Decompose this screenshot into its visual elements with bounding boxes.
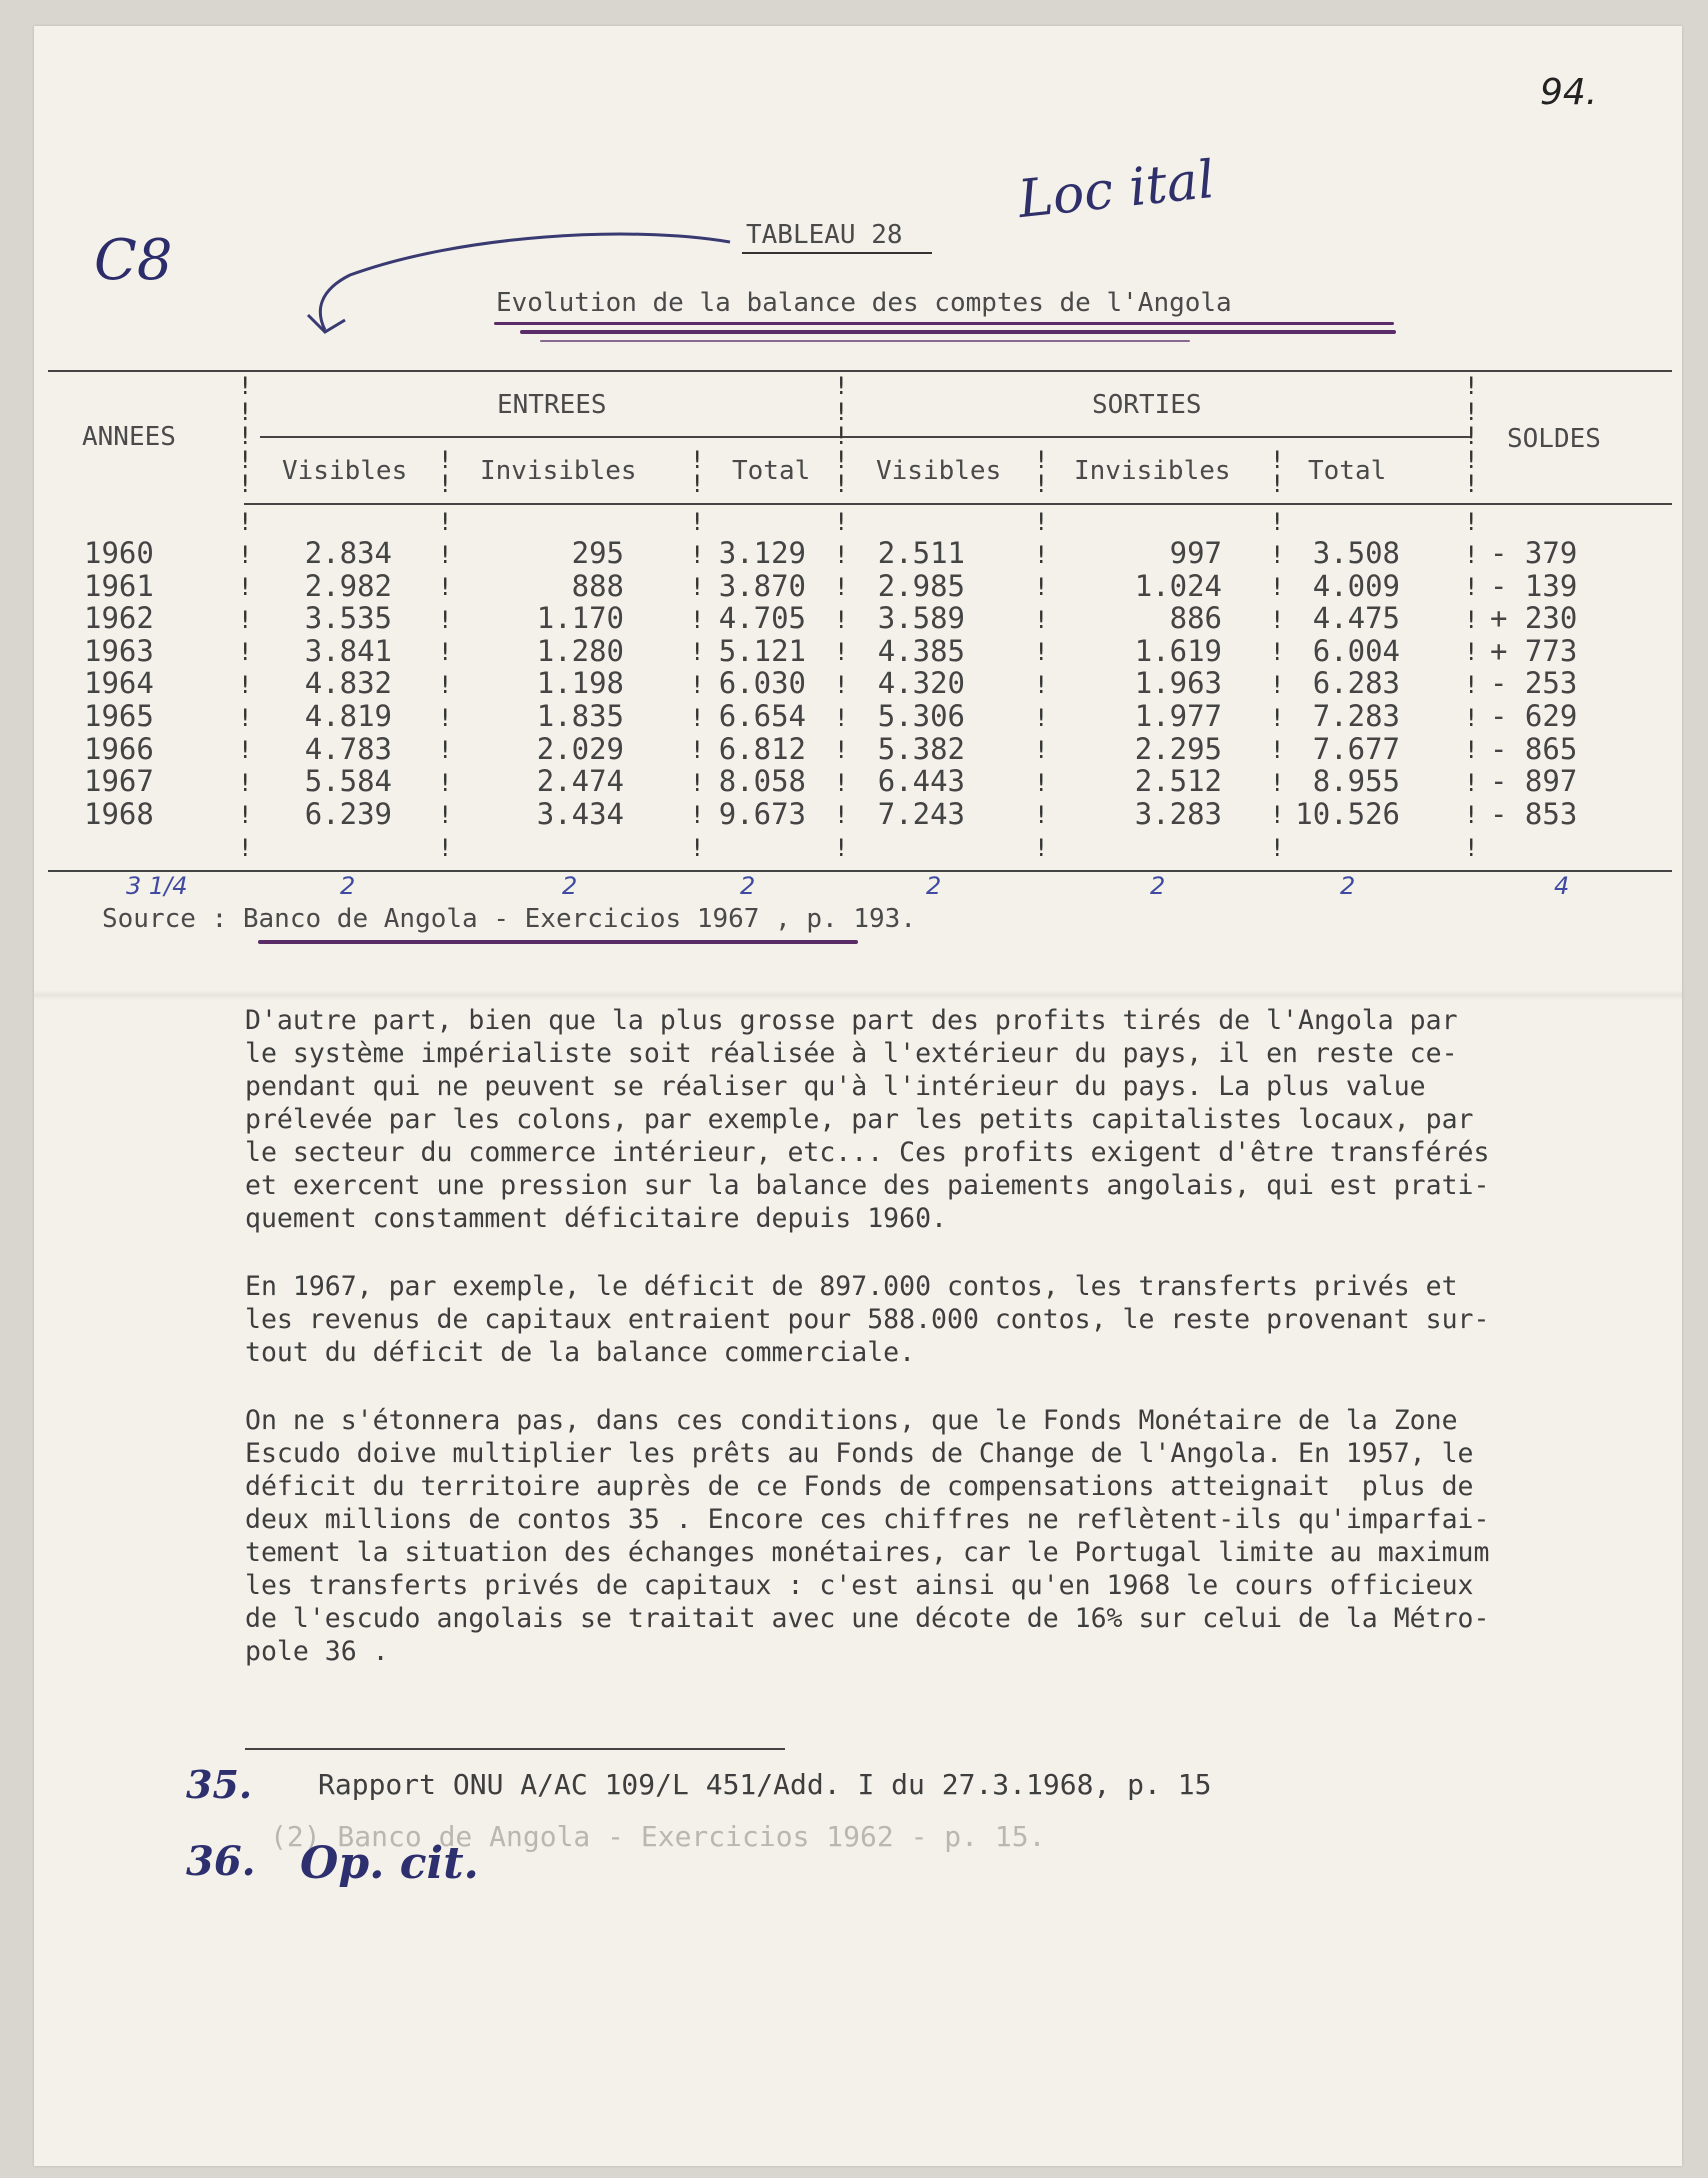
cell-e-tot: 8.058 xyxy=(718,764,806,799)
column-separator: ! xyxy=(834,703,849,732)
column-separator: ! xyxy=(1464,573,1479,602)
row-year: 1968 xyxy=(84,796,154,831)
cell-e-tot: 4.705 xyxy=(718,601,806,636)
cell-e-vis: 5.584 xyxy=(304,764,392,799)
source-line: Source : Banco de Angola - Exercicios 1967 , p. 193. xyxy=(102,904,916,934)
cell-e-tot: 3.129 xyxy=(718,536,806,570)
cell-e-inv: 3.434 xyxy=(536,796,624,831)
column-separator: ! xyxy=(238,540,253,569)
source-underline xyxy=(258,940,858,944)
header-sorties-visibles: Visibles xyxy=(876,456,1002,486)
column-separator: ! xyxy=(690,573,705,602)
column-separator: ! xyxy=(1270,540,1285,569)
column-separator: ! xyxy=(1464,508,1479,536)
column-separator: ! xyxy=(438,446,453,474)
column-separator: ! xyxy=(238,372,253,400)
column-separator: ! xyxy=(438,508,453,536)
cell-e-tot: 6.812 xyxy=(718,731,806,766)
footnote-35-text: Rapport ONU A/AC 109/L 451/Add. I du 27.3.1968, p. 15 xyxy=(318,1768,1212,1801)
column-separator: ! xyxy=(690,671,705,699)
cell-s-tot: 6.283 xyxy=(1312,666,1400,701)
cell-s-vis: 3.589 xyxy=(877,601,965,636)
column-separator: ! xyxy=(238,470,253,498)
margin-mark: 2 xyxy=(562,872,578,900)
column-separator: ! xyxy=(834,422,849,450)
page-number: 94. xyxy=(1540,72,1598,113)
cell-s-inv: 2.295 xyxy=(1134,731,1222,766)
table-label-underline xyxy=(742,252,932,254)
column-separator: ! xyxy=(1270,573,1285,602)
cell-s-vis: 2.985 xyxy=(877,568,965,603)
footnote-36-text: Op. cit. xyxy=(300,1838,479,1889)
cell-e-tot: 6.654 xyxy=(718,699,806,733)
fold-crease xyxy=(34,990,1682,1000)
column-separator: ! xyxy=(438,540,453,569)
cell-e-inv: 1.280 xyxy=(536,633,624,668)
column-separator: ! xyxy=(1034,834,1049,862)
cell-s-tot: 10.526 xyxy=(1295,796,1400,831)
column-separator: ! xyxy=(1270,446,1285,474)
column-separator: ! xyxy=(1464,768,1479,797)
column-separator: ! xyxy=(438,801,453,830)
cell-s-vis: 4.320 xyxy=(877,666,965,701)
header-bottom-rule xyxy=(244,503,1672,505)
cell-s-inv: 886 xyxy=(1169,601,1222,636)
row-year: 1965 xyxy=(84,699,154,733)
column-separator: ! xyxy=(690,508,705,536)
margin-mark: 4 xyxy=(1554,872,1570,900)
paragraph-1: D'autre part, bien que la plus grosse part des profits tirés de l'Angola par le système impérialiste soit réalisée à l'extérieur du pays, il en reste ce- pendant qui ne peuvent se réaliser qu'à l'intérieur du pays. La plus value prélevée par les colons, par exemple, par les petits capitalistes locaux, par le secteur du commerce intérieur, etc... Ces profits exigent d'être transférés et exercent une pression sur la balance des paiements angolais, qui est prati- quement constamment déficitaire depuis 1960. xyxy=(245,1005,1490,1234)
column-separator: ! xyxy=(834,736,849,765)
column-separator: ! xyxy=(1270,768,1285,797)
column-separator: ! xyxy=(1034,736,1049,765)
column-separator: ! xyxy=(438,671,453,699)
column-separator: ! xyxy=(834,638,849,667)
column-separator: ! xyxy=(238,736,253,765)
header-entrees-visibles: Visibles xyxy=(282,456,408,486)
column-separator: ! xyxy=(1034,638,1049,667)
header-sorties-total: Total xyxy=(1308,456,1387,486)
column-separator: ! xyxy=(238,834,253,862)
column-separator: ! xyxy=(1270,801,1285,830)
column-separator: ! xyxy=(1464,671,1479,699)
column-separator: ! xyxy=(1464,703,1479,732)
column-separator: ! xyxy=(438,703,453,732)
handwritten-note: Loc ital xyxy=(1015,149,1218,231)
cell-e-inv: 2.029 xyxy=(536,731,624,766)
column-separator: ! xyxy=(1270,605,1285,634)
cell-e-vis: 2.834 xyxy=(304,536,392,570)
cell-e-inv: 1.170 xyxy=(536,601,624,636)
cell-s-inv: 3.283 xyxy=(1134,796,1222,831)
header-annees: ANNEES xyxy=(82,422,176,452)
cell-s-inv: 2.512 xyxy=(1134,764,1222,799)
cell-s-inv: 1.977 xyxy=(1134,699,1222,733)
cell-e-inv: 888 xyxy=(571,568,624,603)
header-entrees-invisibles: Invisibles xyxy=(480,456,637,486)
column-separator: ! xyxy=(238,703,253,732)
footnote-rule xyxy=(245,1748,785,1750)
column-separator: ! xyxy=(1034,801,1049,830)
cell-e-inv: 295 xyxy=(571,536,624,570)
row-year: 1960 xyxy=(84,536,154,570)
cell-s-tot: 4.009 xyxy=(1312,568,1400,603)
column-separator: ! xyxy=(1464,801,1479,830)
column-separator: ! xyxy=(1270,834,1285,862)
column-separator: ! xyxy=(1034,703,1049,732)
column-separator: ! xyxy=(438,834,453,862)
column-separator: ! xyxy=(238,768,253,797)
column-separator: ! xyxy=(1034,605,1049,634)
cell-e-inv: 2.474 xyxy=(536,764,624,799)
column-separator: ! xyxy=(1464,834,1479,862)
margin-mark: 2 xyxy=(740,872,756,900)
column-separator: ! xyxy=(1034,508,1049,536)
cell-s-vis: 6.443 xyxy=(877,764,965,799)
column-separator: ! xyxy=(1034,671,1049,699)
cell-s-inv: 1.024 xyxy=(1134,568,1222,603)
cell-s-vis: 4.385 xyxy=(877,633,965,668)
column-separator: ! xyxy=(438,638,453,667)
column-separator: ! xyxy=(1464,605,1479,634)
cell-s-tot: 3.508 xyxy=(1312,536,1400,570)
margin-mark: 3 1/4 xyxy=(126,872,188,900)
cell-s-vis: 5.306 xyxy=(877,699,965,733)
group-rule xyxy=(260,436,1472,438)
cell-s-vis: 7.243 xyxy=(877,796,965,831)
cell-s-tot: 7.283 xyxy=(1312,699,1400,733)
column-separator: ! xyxy=(690,638,705,667)
cell-solde: - 853 xyxy=(1490,796,1578,831)
cell-solde: - 629 xyxy=(1490,699,1578,733)
column-separator: ! xyxy=(238,573,253,602)
table-label: TABLEAU 28 xyxy=(746,220,903,250)
cell-e-vis: 4.832 xyxy=(304,666,392,701)
row-year: 1967 xyxy=(84,764,154,799)
title-underline-1 xyxy=(494,322,1394,325)
cell-solde: + 230 xyxy=(1490,601,1578,636)
cell-solde: - 865 xyxy=(1490,731,1578,766)
column-separator: ! xyxy=(834,446,849,474)
column-separator: ! xyxy=(834,671,849,699)
cell-s-vis: 2.511 xyxy=(877,536,965,570)
cell-s-tot: 7.677 xyxy=(1312,731,1400,766)
column-separator: ! xyxy=(1464,446,1479,474)
column-separator: ! xyxy=(834,768,849,797)
column-separator: ! xyxy=(690,703,705,732)
column-separator: ! xyxy=(438,768,453,797)
cell-solde: + 773 xyxy=(1490,633,1578,668)
column-separator: ! xyxy=(238,638,253,667)
cell-s-inv: 1.963 xyxy=(1134,666,1222,701)
column-separator: ! xyxy=(690,736,705,765)
column-separator: ! xyxy=(834,834,849,862)
faded-footnote: (2) Banco de Angola - Exercicios 1962 - p. 15. xyxy=(270,1820,1046,1853)
row-year: 1964 xyxy=(84,666,154,701)
footnote-36-number: 36. xyxy=(186,1838,256,1885)
column-separator: ! xyxy=(834,398,849,426)
table-title: Evolution de la balance des comptes de l'Angola xyxy=(496,288,1232,318)
header-entrees: ENTREES xyxy=(497,390,607,420)
column-separator: ! xyxy=(690,834,705,862)
header-sorties-invisibles: Invisibles xyxy=(1074,456,1231,486)
column-separator: ! xyxy=(690,768,705,797)
cell-e-tot: 6.030 xyxy=(718,666,806,701)
column-separator: ! xyxy=(690,446,705,474)
column-separator: ! xyxy=(238,422,253,450)
column-separator: ! xyxy=(690,540,705,569)
row-year: 1961 xyxy=(84,568,154,603)
footnote-35-number: 35. xyxy=(186,1762,253,1807)
cell-e-vis: 3.535 xyxy=(304,601,392,636)
column-separator: ! xyxy=(1270,703,1285,732)
column-separator: ! xyxy=(438,470,453,498)
column-separator: ! xyxy=(834,801,849,830)
cell-solde: - 139 xyxy=(1490,568,1578,603)
column-separator: ! xyxy=(834,508,849,536)
cell-e-vis: 3.841 xyxy=(304,633,392,668)
column-separator: ! xyxy=(438,605,453,634)
column-separator: ! xyxy=(834,605,849,634)
column-separator: ! xyxy=(690,470,705,498)
margin-code: C8 xyxy=(94,228,173,293)
column-separator: ! xyxy=(1270,470,1285,498)
column-separator: ! xyxy=(1034,768,1049,797)
cell-e-tot: 9.673 xyxy=(718,796,806,831)
cell-e-inv: 1.198 xyxy=(536,666,624,701)
column-separator: ! xyxy=(834,470,849,498)
column-separator: ! xyxy=(834,540,849,569)
column-separator: ! xyxy=(238,801,253,830)
paragraph-2: En 1967, par exemple, le déficit de 897.000 contos, les transferts privés et les revenus de capitaux entraient pour 588.000 contos, le reste provenant sur- tout du déficit de la balance commerciale. xyxy=(245,1271,1490,1368)
table-bottom-rule xyxy=(48,870,1672,872)
cell-solde: - 897 xyxy=(1490,764,1578,799)
header-soldes: SOLDES xyxy=(1507,424,1601,454)
column-separator: ! xyxy=(238,508,253,536)
column-separator: ! xyxy=(438,573,453,602)
column-separator: ! xyxy=(438,736,453,765)
cell-s-inv: 997 xyxy=(1169,536,1222,570)
row-year: 1963 xyxy=(84,633,154,668)
column-separator: ! xyxy=(834,372,849,400)
column-separator: ! xyxy=(1270,671,1285,699)
cell-e-tot: 3.870 xyxy=(718,568,806,603)
column-separator: ! xyxy=(1464,736,1479,765)
cell-s-inv: 1.619 xyxy=(1134,633,1222,668)
column-separator: ! xyxy=(238,671,253,699)
column-separator: ! xyxy=(834,573,849,602)
header-entrees-total: Total xyxy=(732,456,811,486)
cell-e-vis: 4.819 xyxy=(304,699,392,733)
column-separator: ! xyxy=(1270,736,1285,765)
column-separator: ! xyxy=(1270,508,1285,536)
column-separator: ! xyxy=(690,605,705,634)
cell-s-vis: 5.382 xyxy=(877,731,965,766)
cell-s-tot: 6.004 xyxy=(1312,633,1400,668)
column-separator: ! xyxy=(1034,573,1049,602)
title-underline-2 xyxy=(520,330,1396,334)
column-separator: ! xyxy=(238,605,253,634)
column-separator: ! xyxy=(1034,446,1049,474)
column-separator: ! xyxy=(1464,422,1479,450)
paragraph-3: On ne s'étonnera pas, dans ces conditions, que le Fonds Monétaire de la Zone Escudo doive multiplier les prêts au Fonds de Change de l'Angola. En 1957, le déficit du territoire auprès de ce Fonds de compensations atteignait plus de deux millions de contos 35 . Encore ces chiffres ne reflètent-ils qu'imparfai- tement la situation des échanges monétaires, car le Portugal limite au maximum les transferts privés de capitaux : c'est ainsi qu'en 1968 le cours officieux de l'escudo angolais se traitait avec une décote de 16% sur celui de la Métro- pole 36 . xyxy=(245,1405,1490,1667)
cell-e-vis: 2.982 xyxy=(304,568,392,603)
margin-mark: 2 xyxy=(1150,872,1166,900)
cell-s-tot: 4.475 xyxy=(1312,601,1400,636)
column-separator: ! xyxy=(1464,372,1479,400)
cell-e-inv: 1.835 xyxy=(536,699,624,733)
cell-e-tot: 5.121 xyxy=(718,633,806,668)
cell-e-vis: 6.239 xyxy=(304,796,392,831)
cell-solde: - 253 xyxy=(1490,666,1578,701)
column-separator: ! xyxy=(1464,540,1479,569)
column-separator: ! xyxy=(1464,638,1479,667)
margin-mark: 2 xyxy=(340,872,356,900)
column-separator: ! xyxy=(1270,638,1285,667)
column-separator: ! xyxy=(1034,470,1049,498)
row-year: 1962 xyxy=(84,601,154,636)
column-separator: ! xyxy=(238,398,253,426)
column-separator: ! xyxy=(690,801,705,830)
column-separator: ! xyxy=(1464,398,1479,426)
column-separator: ! xyxy=(1464,470,1479,498)
margin-mark: 2 xyxy=(926,872,942,900)
margin-mark: 2 xyxy=(1340,872,1356,900)
title-underline-3 xyxy=(540,340,1190,342)
column-separator: ! xyxy=(238,446,253,474)
row-year: 1966 xyxy=(84,731,154,766)
cell-s-tot: 8.955 xyxy=(1312,764,1400,799)
column-separator: ! xyxy=(1034,540,1049,569)
cell-e-vis: 4.783 xyxy=(304,731,392,766)
cell-solde: - 379 xyxy=(1490,536,1578,570)
header-sorties: SORTIES xyxy=(1092,390,1202,420)
table-top-rule xyxy=(48,370,1672,372)
